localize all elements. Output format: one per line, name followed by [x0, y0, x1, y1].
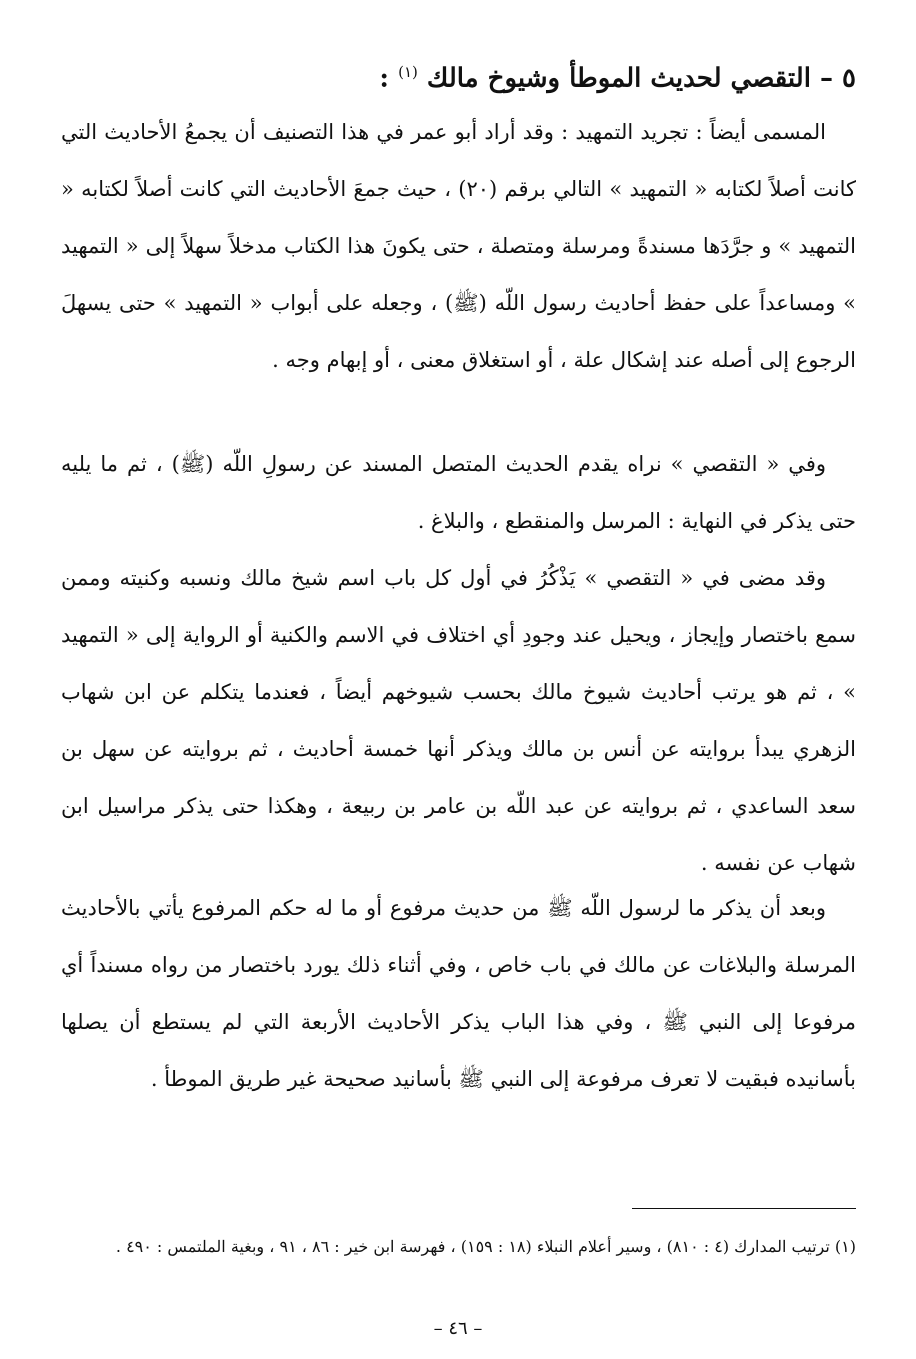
heading-footnote-marker: (١) [398, 63, 418, 81]
body-paragraph-2: وفي « التقصي » نراه يقدم الحديث المتصل المسند عن رسولِ اللّه (ﷺ) ، ثم ما يليه حتى يذكر في النهاية : المرسل والمنقطع ، والبلاغ . [61, 452, 856, 533]
section-heading [56, 50, 856, 101]
footnote-separator [632, 1208, 856, 1209]
body-paragraph-4: وبعد أن يذكر ما لرسول اللّه ﷺ من حديث مرفوع أو ما له حكم المرفوع يأتي بالأحاديث المرسلة والبلاغات عن مالك في باب خاص ، وفي أثناء ذلك يورد باختصار من رواه مسنداً أي مرفوعا إلى النبي ﷺ ، وفي هذا الباب يذكر الأحاديث الأربعة التي لم يستطع أن يصلها بأسانيده فبقيت لا تعرف مرفوعة إلى النبي ﷺ بأسانيد صحيحة غير طريق الموطأ . [61, 896, 856, 1091]
heading-title: ٥ – التقصي لحديث الموطأ وشيوخ مالك [426, 63, 856, 94]
body-paragraph-3: وقد مضى في « التقصي » يَذْكُرُ في أول كل باب اسم شيخ مالك ونسبه وكنيته وممن سمع باختصار وإيجاز ، ويحيل عند وجودِ أي اختلاف في الاسم والكنية أو الرواية إلى « التمهيد » ، ثم هو يرتب أحاديث شيوخ مالك بحسب شيوخهم أيضاً ، فعندما يتكلم عن ابن شهاب الزهري يبدأ بروايته عن أنس بن مالك ويذكر أنها خمسة أحاديث ، ثم بروايته عن سهل بن سعد الساعدي ، ثم بروايته عن عبد اللّه بن عامر بن ربيعة ، وهكذا حتى يذكر مراسيل ابن شهاب عن نفسه . [61, 566, 856, 875]
body-paragraph-1: المسمى أيضاً : تجريد التمهيد : وقد أراد أبو عمر في هذا التصنيف أن يجمعُ الأحاديث التي كانت أصلاً لكتابه « التمهيد » التالي برقم (٢٠) ، حيث جمعَ الأحاديث التي كانت أصلاً لكتابه « التمهيد » و جرَّدَها مسندةً ومرسلة ومتصلة ، حتى يكونَ هذا الكتاب مدخلاً سهلاً إلى « التمهيد » ومساعداً على حفظ أحاديث رسول اللّه (ﷺ) ، وجعله على أبواب « التمهيد » حتى يسهلَ الرجوع إلى أصله عند إشكال علة ، أو استغلاق معنى ، أو إبهام وجه . [61, 120, 857, 372]
footnote: (١) ترتيب المدارك (٤ : ٨١٠) ، وسير أعلام النبلاء (١٨ : ١٥٩) ، فهرسة ابن خير : ٨٦ ، ٩١ ، وبغية الملتمس : ٤٩٠ . [115, 1237, 856, 1256]
heading-suffix: : [379, 63, 399, 94]
page-number: – ٤٦ – [433, 1318, 483, 1339]
